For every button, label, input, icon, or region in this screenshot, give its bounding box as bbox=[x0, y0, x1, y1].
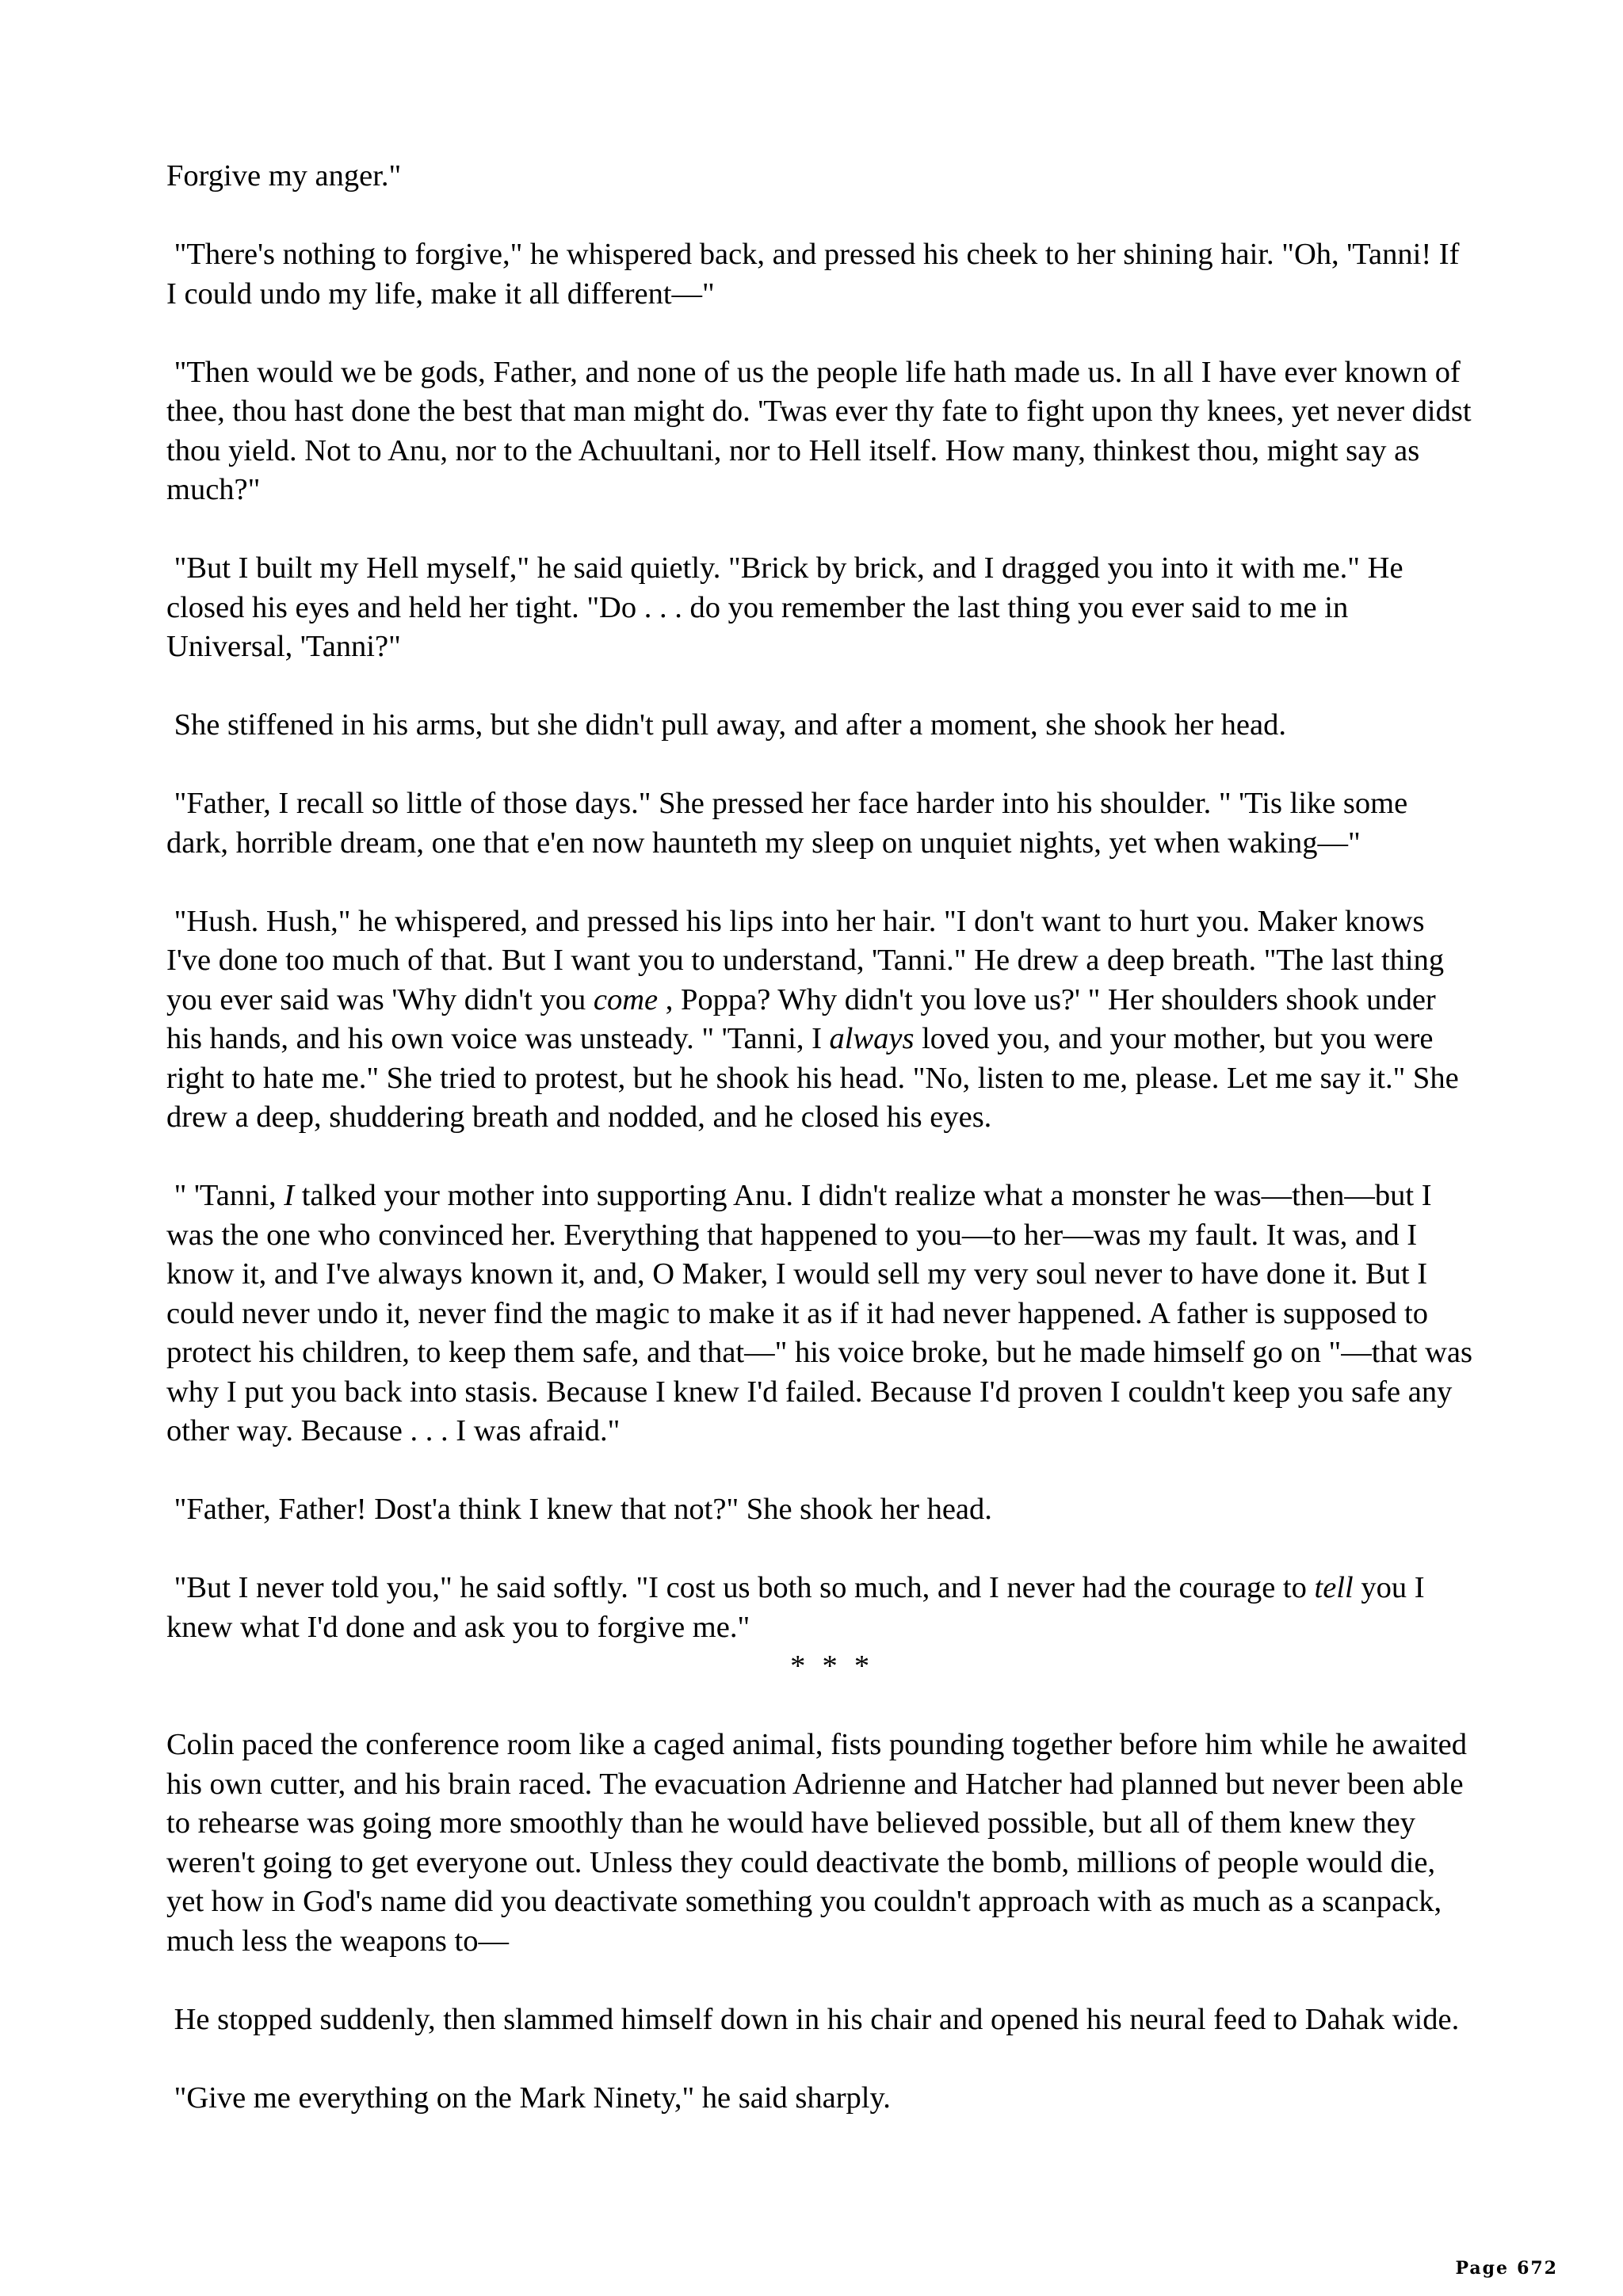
text-segment: "Father, Father! Dost'a think I knew that not?" She shook her head. bbox=[174, 1493, 992, 1526]
paragraph bbox=[166, 157, 1474, 196]
page-label: Page bbox=[1455, 2258, 1510, 2279]
text-segment: talked your mother into supporting Anu. I didn't realize what a monster he was—then—but I was the one who convinced her. Everything that happened to you—to her—was my fault. It was, and I know it, and I've always known it, and, O Maker, I would sell my very soul never to have done it. But I could never undo it, never find the magic to make it as if it had never happened. A father is supposed to protect his children, to keep them safe, and that—" his voice broke, but he made himself go on "—that was why I put you back into stasis. Because I knew I'd failed. Because I'd proven I couldn't keep you safe any other way. Because . . . I was afraid." bbox=[166, 1179, 1472, 1447]
text-segment: "Give me everything on the Mark Ninety," he said sharply. bbox=[174, 2081, 891, 2115]
text-segment: "Father, I recall so little of those days." She pressed her face harder into his shoulder. " 'Tis like some dark, horrible dream, one that e'en now haunteth my sleep on unquiet nights, yet when waking—" bbox=[166, 787, 1408, 860]
text-segment: Forgive my anger." bbox=[166, 159, 402, 193]
paragraph bbox=[166, 1177, 1474, 1451]
paragraph bbox=[166, 1490, 1474, 1530]
text-segment: "Hush. Hush," he whispered, and pressed his lips into her hair. "I don't want to hurt you. Maker knows I've done too much of that. But I want you to understand, 'Tanni." He drew a deep breath. "The last thing you ever said was 'Why didn't you bbox=[166, 904, 1445, 1016]
paragraph bbox=[166, 2079, 1474, 2119]
paragraph bbox=[166, 2000, 1474, 2040]
text-segment: "But I never told you," he said softly. "I cost us both so much, and I never had the courage to bbox=[174, 1571, 1315, 1604]
text-segment: Colin paced the conference room like a caged animal, fists pounding together before him while he awaited his own cutter, and his brain raced. The evacuation Adrienne and Hatcher had planned but never been able to rehearse was going more smoothly than he would have believed possible, but all of them knew they weren't going to get everyone out. Unless they could deactivate the bomb, millions of people would die, yet how in God's name did you deactivate something you couldn't approach with as much as a scanpack, much less the weapons to— bbox=[166, 1728, 1468, 1958]
emphasis-text: come bbox=[593, 982, 659, 1016]
emphasis-text: tell bbox=[1314, 1571, 1354, 1604]
text-segment: * * * bbox=[790, 1650, 874, 1683]
text-segment: " 'Tanni, bbox=[174, 1179, 285, 1212]
text-segment: you I knew what I'd done and ask you to forgive me." bbox=[166, 1571, 1425, 1644]
text-segment: He stopped suddenly, then slammed himself down in his chair and opened his neural feed to Dahak wide. bbox=[174, 2002, 1460, 2036]
paragraph bbox=[166, 235, 1474, 314]
text-segment: "But I built my Hell myself," he said quietly. "Brick by brick, and I dragged you into it with me." He closed his eyes and held her tight. "Do . . . do you remember the last thing you ever said to me in Universal, 'Tanni?" bbox=[166, 551, 1403, 663]
paragraph bbox=[166, 549, 1474, 667]
page-number bbox=[1455, 2258, 1558, 2279]
page-number-value: 672 bbox=[1517, 2258, 1558, 2279]
paragraph bbox=[166, 706, 1474, 746]
paragraph bbox=[166, 902, 1474, 1138]
text-segment: She stiffened in his arms, but she didn't pull away, and after a moment, she shook her head. bbox=[174, 708, 1286, 742]
text-segment: , Poppa? Why didn't you love us?' " Her shoulders shook under his hands, and his own voice was unsteady. " 'Tanni, I bbox=[166, 982, 1436, 1055]
emphasis-text: I bbox=[284, 1179, 295, 1212]
text-segment: loved you, and your mother, but you were right to hate me." She tried to protest, but he shook his head. "No, listen to me, please. Let me say it." She drew a deep, shuddering breath and nodded, and he closed his eyes. bbox=[166, 1022, 1459, 1134]
scene-separator bbox=[166, 1647, 1474, 1687]
paragraph bbox=[166, 1569, 1474, 1647]
page-body bbox=[166, 157, 1474, 2157]
text-segment: "Then would we be gods, Father, and none of us the people life hath made us. In all I have ever known of thee, thou hast done the best that man might do. 'Twas ever thy fate to fight upon thy knees, yet never didst thou yield. Not to Anu, nor to the Achuultani, nor to Hell itself. How many, thinkest thou, might say as much?" bbox=[166, 355, 1472, 506]
emphasis-text: always bbox=[829, 1022, 915, 1055]
paragraph bbox=[166, 784, 1474, 863]
paragraph bbox=[166, 1726, 1474, 1961]
paragraph bbox=[166, 353, 1474, 510]
text-segment: "There's nothing to forgive," he whispered back, and pressed his cheek to her shining hair. "Oh, 'Tanni! If I could undo my life, make it all different—" bbox=[166, 238, 1460, 311]
